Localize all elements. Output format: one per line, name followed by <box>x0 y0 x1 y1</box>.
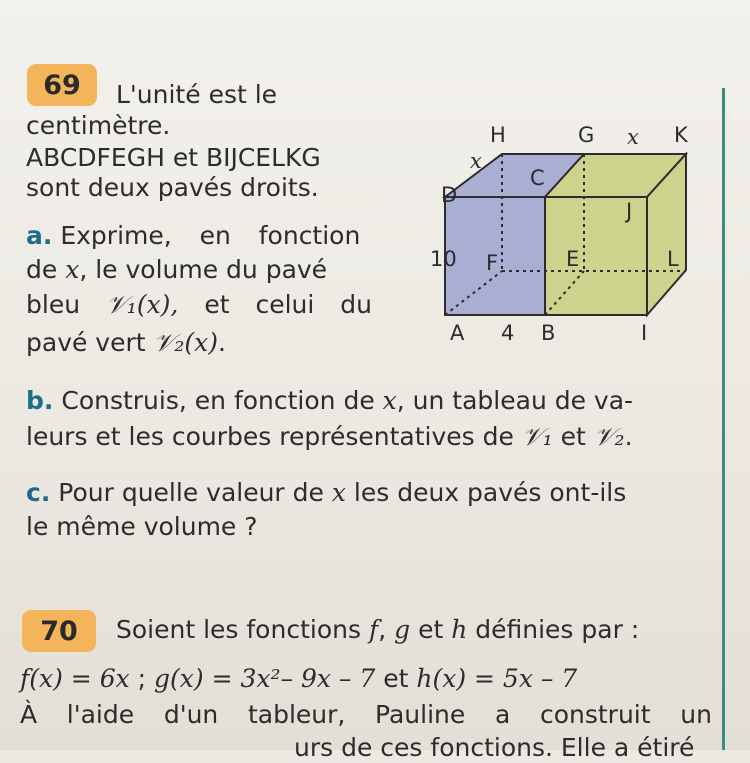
ex69-intro-line-3: ABCDFEGH et BIJCELKG <box>26 143 321 172</box>
math-h: h <box>451 615 468 644</box>
point-j: J <box>626 199 633 223</box>
ex70-line-4-cut: urs de ces fonctions. Elle a étiré <box>294 733 695 762</box>
word: du <box>340 290 372 319</box>
text: Pour quelle valeur de <box>58 478 332 507</box>
text: définies par : <box>467 615 640 644</box>
exercise-number-69: 69 <box>27 64 97 106</box>
exercise-number-70: 70 <box>22 610 96 652</box>
word: Pauline <box>375 700 466 729</box>
math-h-def: h(x) = 5x – 7 <box>416 664 578 693</box>
word: fonction <box>258 221 361 250</box>
math-g: g <box>394 615 411 644</box>
word: en <box>199 221 231 250</box>
text: et <box>410 615 452 644</box>
word: Exprime, <box>60 221 172 250</box>
point-f: F <box>486 251 499 275</box>
text: , le volume du pavé <box>79 255 328 284</box>
dim-width: 4 <box>501 321 515 345</box>
ex69-a-words <box>60 221 360 251</box>
math-x: x <box>65 255 80 284</box>
ex70-line-2 <box>20 664 577 694</box>
ex69-c-line-2: le même volume ? <box>26 512 258 541</box>
ex69-intro-line-2: centimètre. <box>26 111 171 140</box>
text: ; <box>129 664 155 693</box>
ex69-b-line-2 <box>26 422 633 452</box>
word: À <box>20 700 38 729</box>
math-v2: 𝒱₂ <box>593 422 625 451</box>
ex70-line-1 <box>116 615 639 645</box>
math-v2: 𝒱₂(x) <box>153 328 218 357</box>
text: pavé vert <box>26 328 154 357</box>
text: leurs et les courbes représentatives de <box>26 422 522 451</box>
point-d: D <box>441 183 458 207</box>
math-x: x <box>331 478 346 507</box>
point-b: B <box>541 321 556 345</box>
word: l'aide <box>66 700 135 729</box>
point-a: A <box>450 321 465 345</box>
text: Soient les fonctions <box>116 615 369 644</box>
text: et <box>552 422 594 451</box>
word: a <box>494 700 511 729</box>
point-h: H <box>490 123 506 147</box>
word: bleu <box>26 290 81 319</box>
word: un <box>680 700 712 729</box>
question-c-label: c. <box>26 478 51 507</box>
ex69-a-line-1 <box>26 221 360 251</box>
ex69-a-line-3 <box>26 290 372 320</box>
word: construit <box>539 700 651 729</box>
word: celui <box>255 290 315 319</box>
text: . <box>624 422 633 451</box>
text: et <box>375 664 417 693</box>
boxes-diagram <box>420 118 720 358</box>
math-f-def: f(x) = 6x <box>20 664 130 693</box>
ex69-b-line-1 <box>26 386 633 416</box>
point-c: C <box>530 166 545 190</box>
ex69-intro-line-1: L'unité est le <box>116 80 278 109</box>
math-f: f <box>368 615 379 644</box>
math-x: x <box>382 386 397 415</box>
text: , <box>378 615 395 644</box>
math-g-def: g(x) = 3x²– 9x – 7 <box>154 664 376 693</box>
text: . <box>217 328 226 357</box>
point-l: L <box>667 247 679 271</box>
math-v1: 𝒱₁(x), <box>105 290 179 319</box>
text: de <box>26 255 66 284</box>
dim-height: 10 <box>430 247 457 271</box>
math-v1: 𝒱₁ <box>521 422 553 451</box>
question-b-label: b. <box>26 386 54 415</box>
ex69-a-line-2 <box>26 255 327 285</box>
text: Construis, en fonction de <box>61 386 383 415</box>
ex69-c-line-1 <box>26 478 626 508</box>
text: , un tableau de va- <box>396 386 634 415</box>
point-e: E <box>566 247 580 271</box>
point-g: G <box>578 123 595 147</box>
point-i: I <box>641 321 648 345</box>
question-a-label: a. <box>26 221 53 250</box>
ex70-line-3 <box>20 700 712 730</box>
margin-rule <box>722 88 725 750</box>
ex69-intro-line-4: sont deux pavés droits. <box>26 173 319 202</box>
word: d'un <box>163 700 219 729</box>
point-k: K <box>674 123 688 147</box>
dim-x-left: x <box>470 149 482 173</box>
word: et <box>204 290 230 319</box>
text: les deux pavés ont-ils <box>345 478 627 507</box>
word: tableur, <box>247 700 346 729</box>
ex69-a-line-4 <box>26 328 226 358</box>
dim-x-top: x <box>627 125 639 149</box>
